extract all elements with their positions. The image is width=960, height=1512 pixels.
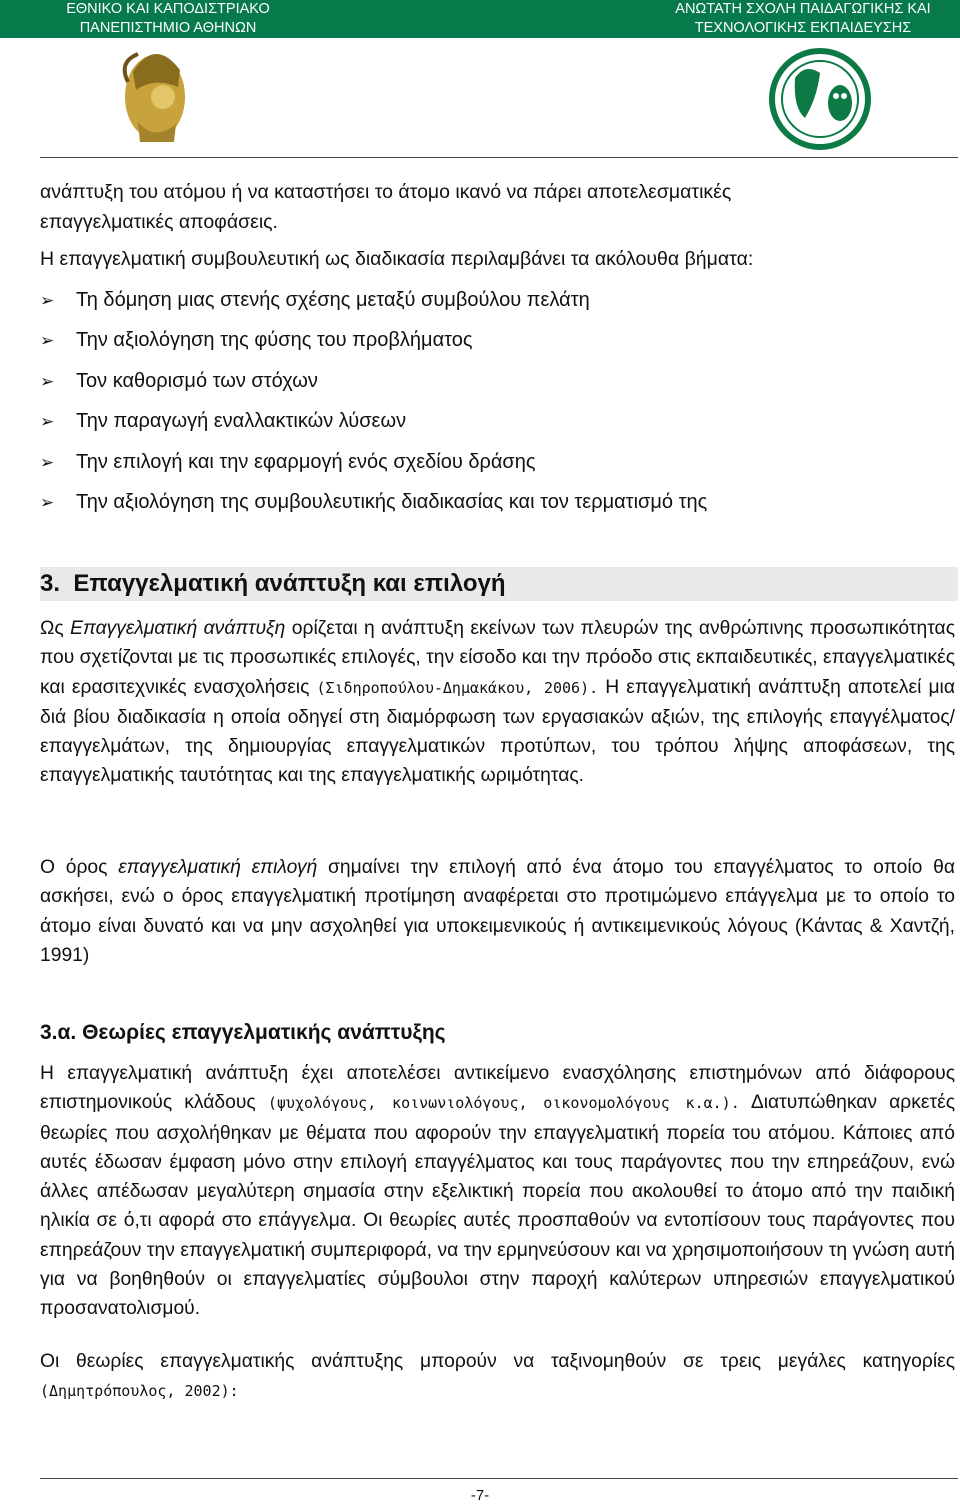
- arrow-bullet-icon: ➢: [40, 331, 55, 350]
- university-logo: [108, 42, 203, 147]
- arrow-bullet-icon: ➢: [40, 372, 55, 391]
- list-item: ➢ Την αξιολόγηση της συμβουλευτικής διαδικασίας και τον τερματισμό της: [40, 487, 707, 518]
- section-3-heading: 3. Επαγγελματική ανάπτυξη και επιλογή: [40, 567, 958, 601]
- list-item: ➢ Τον καθορισμό των στόχων: [40, 366, 318, 397]
- intro-line-2: επαγγελματικές αποφάσεις.: [40, 211, 278, 233]
- header-divider: [40, 157, 958, 158]
- arrow-bullet-icon: ➢: [40, 453, 55, 472]
- footer-divider: [40, 1478, 958, 1479]
- intro-line-3: Η επαγγελματική συμβουλευτική ως διαδικασία περιλαμβάνει τα ακόλουθα βήματα:: [40, 248, 754, 270]
- arrow-bullet-icon: ➢: [40, 291, 55, 310]
- arrow-bullet-icon: ➢: [40, 493, 55, 512]
- list-item: ➢ Την επιλογή και την εφαρμογή ενός σχεδίου δράσης: [40, 447, 536, 478]
- list-item: ➢ Την αξιολόγηση της φύσης του προβλήματος: [40, 325, 473, 356]
- school-logo: [745, 48, 895, 150]
- section-3a-paragraph-2: Οι θεωρίες επαγγελματικής ανάπτυξης μπορούν να ταξινομηθούν σε τρεις μεγάλες κατηγορίες (Δημητρόπουλος, 2002):: [40, 1351, 955, 1401]
- section-3a-paragraph-1: Η επαγγελματική ανάπτυξη έχει αποτελέσει αντικείμενο ενασχόλησης επιστημόνων από διάφορους επιστημονικούς κλάδους (ψυχολόγους, κοινωνιολόγους, οικονομολόγους κ.α.). Διατυπώθηκαν αρκετές θεωρίες που ασχολήθηκαν με θέματα που αφορούν την επαγγελματική πορεία του ατόμου. Κάποιες από αυτές έδωσαν έμφαση μόνο στην επιλογή επαγγέλματος και τους παράγοντες που την επηρεάζουν, ενώ άλλες απέδωσαν μεγαλύτερη σημασία στην εξελικτική πορεία που ακολουθεί το άτομο από την παιδική ηλικία σε ό,τι αφορά στο επάγγελμα. Οι θεωρίες αυτές προσπαθούν να εντοπίσουν τους παράγοντες που επηρεάζουν την επαγγελματική συμπεριφορά, να την ερμηνεύσουν και να χρησιμοποιήσουν τη γνώση αυτή για να βοηθηθούν οι επαγγελματίες σύμβουλοι στην παροχή καλύτερων υπηρεσιών επαγγελματικού προσανατολισμού.: [40, 1063, 956, 1320]
- intro-line-1: ανάπτυξη του ατόμου ή να καταστήσει το άτομο ικανό να πάρει αποτελεσματικές: [40, 181, 732, 203]
- list-item: ➢ Τη δόμηση μιας στενής σχέσης μεταξύ συμβούλου πελάτη: [40, 285, 590, 316]
- section-3-paragraph-2: Ο όρος επαγγελματική επιλογή σημαίνει την επιλογή από ένα άτομο του επαγγέλματος το οποίο θα ασκήσει, ενώ ο όρος επαγγελματική προτίμηση αναφέρεται στο προτιμώμενο επάγγελμα με το οποίο το άτομο είναι δυνατό και να μην ασχοληθεί για υποκειμενικούς ή αντικειμενικούς λόγους (Κάντας & Χαντζή, 1991): [40, 857, 955, 966]
- arrow-bullet-icon: ➢: [40, 412, 55, 431]
- section-3a-heading: 3.α. Θεωρίες επαγγελματικής ανάπτυξης: [40, 1021, 446, 1044]
- section-3-paragraph-1: Ως Επαγγελματική ανάπτυξη ορίζεται η ανάπτυξη εκείνων των πλευρών της ανθρώπινης προσωπικότητας που σχετίζονται με τις προσωπικές επιλογές, την είσοδο και την πρόοδο στις εκπαιδευτικές, επαγγελματικές και ερασιτεχνικές ενασχολήσεις (Σιδηροπούλου-Δημακάκου, 2006). Η επαγγελματική ανάπτυξη αποτελεί μια διά βίου διαδικασία η οποία οδηγεί στη διαμόρφωση των εργασιακών αξιών, της επιλογής επαγγέλματος/ επαγγελμάτων, της δημιουργίας επαγγελματικών προτύπων, του τρόπου λήψης αποφάσεων, της επαγγελματικής ταυτότητας και της επαγγελματικής ωριμότητας.: [40, 618, 955, 787]
- page-number: -7-: [470, 1487, 490, 1504]
- list-item: ➢ Την παραγωγή εναλλακτικών λύσεων: [40, 406, 406, 437]
- university-name: ΕΘΝΙΚΟ ΚΑΙ ΚΑΠΟΔΙΣΤΡΙΑΚΟ ΠΑΝΕΠΙΣΤΗΜΙΟ ΑΘΗΝΩΝ: [66, 1, 270, 36]
- school-name: ΑΝΩΤΑΤΗ ΣΧΟΛΗ ΠΑΙΔΑΓΩΓΙΚΗΣ ΚΑΙ ΤΕΧΝΟΛΟΓΙΚΗΣ ΕΚΠΑΙΔΕΥΣΗΣ: [675, 1, 931, 36]
